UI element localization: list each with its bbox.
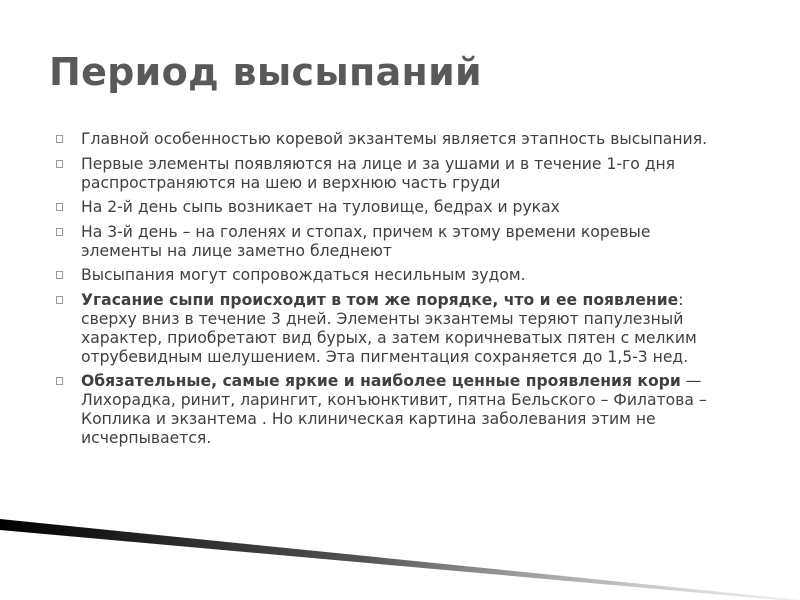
bullet-bold-text: Обязательные, самые яркие и наиболее ценные проявления кори (81, 372, 681, 390)
bullet-item (56, 155, 736, 193)
bullet-text: Высыпания могут сопровождаться несильным зудом. (81, 266, 526, 284)
bullet-item (56, 198, 736, 217)
bullet-square-icon (56, 228, 63, 236)
bullet-square-icon (56, 271, 63, 279)
bullet-item (56, 266, 736, 285)
bullet-text: Первые элементы появляются на лице и за ушами и в течение 1-го дня распространяются на шею и верхнюю часть груди (81, 154, 676, 192)
bullet-square-icon (56, 377, 63, 385)
bullet-text: На 2-й день сыпь возникает на туловище, бедрах и руках (81, 198, 560, 216)
slide-title: Период высыпаний (49, 50, 482, 94)
bullet-square-icon (56, 160, 63, 168)
bullet-bold-text: Угасание сыпи происходит в том же порядке, что и ее появление (81, 290, 679, 309)
bullet-text: Главной особенностью коревой экзантемы является этапность высыпания. (81, 130, 708, 148)
wedge-light (0, 540, 700, 600)
bullet-square-icon (56, 203, 63, 211)
bullet-item (56, 372, 736, 448)
bullet-square-icon (56, 135, 63, 143)
bullet-item (56, 291, 736, 367)
bullet-list (56, 130, 736, 454)
bullet-text: — Лихорадка, ринит, ларингит, конъюнктивит, пятна Бельского – Филатова – Коплика и экзантема . Но клиническая картина заболевания этим не исчерпывается. (81, 372, 707, 447)
bullet-square-icon (56, 296, 63, 304)
wedge-dark (0, 519, 800, 600)
wedge-white (0, 530, 780, 600)
bullet-text: : сверху вниз в течение 3 дней. Элементы экзантемы теряют папулезный характер, приобретают вид бурых, а затем коричневатых пятен с мелким отрубевидным шелушением. Эта пигментация сохраняется до 1,5-3 нед. (81, 290, 697, 366)
bullet-text: На 3-й день – на голенях и стопах, причем к этому времени коревые элементы на лице заметно бледнеют (81, 222, 651, 260)
bullet-item (56, 130, 736, 149)
bullet-item (56, 223, 736, 261)
